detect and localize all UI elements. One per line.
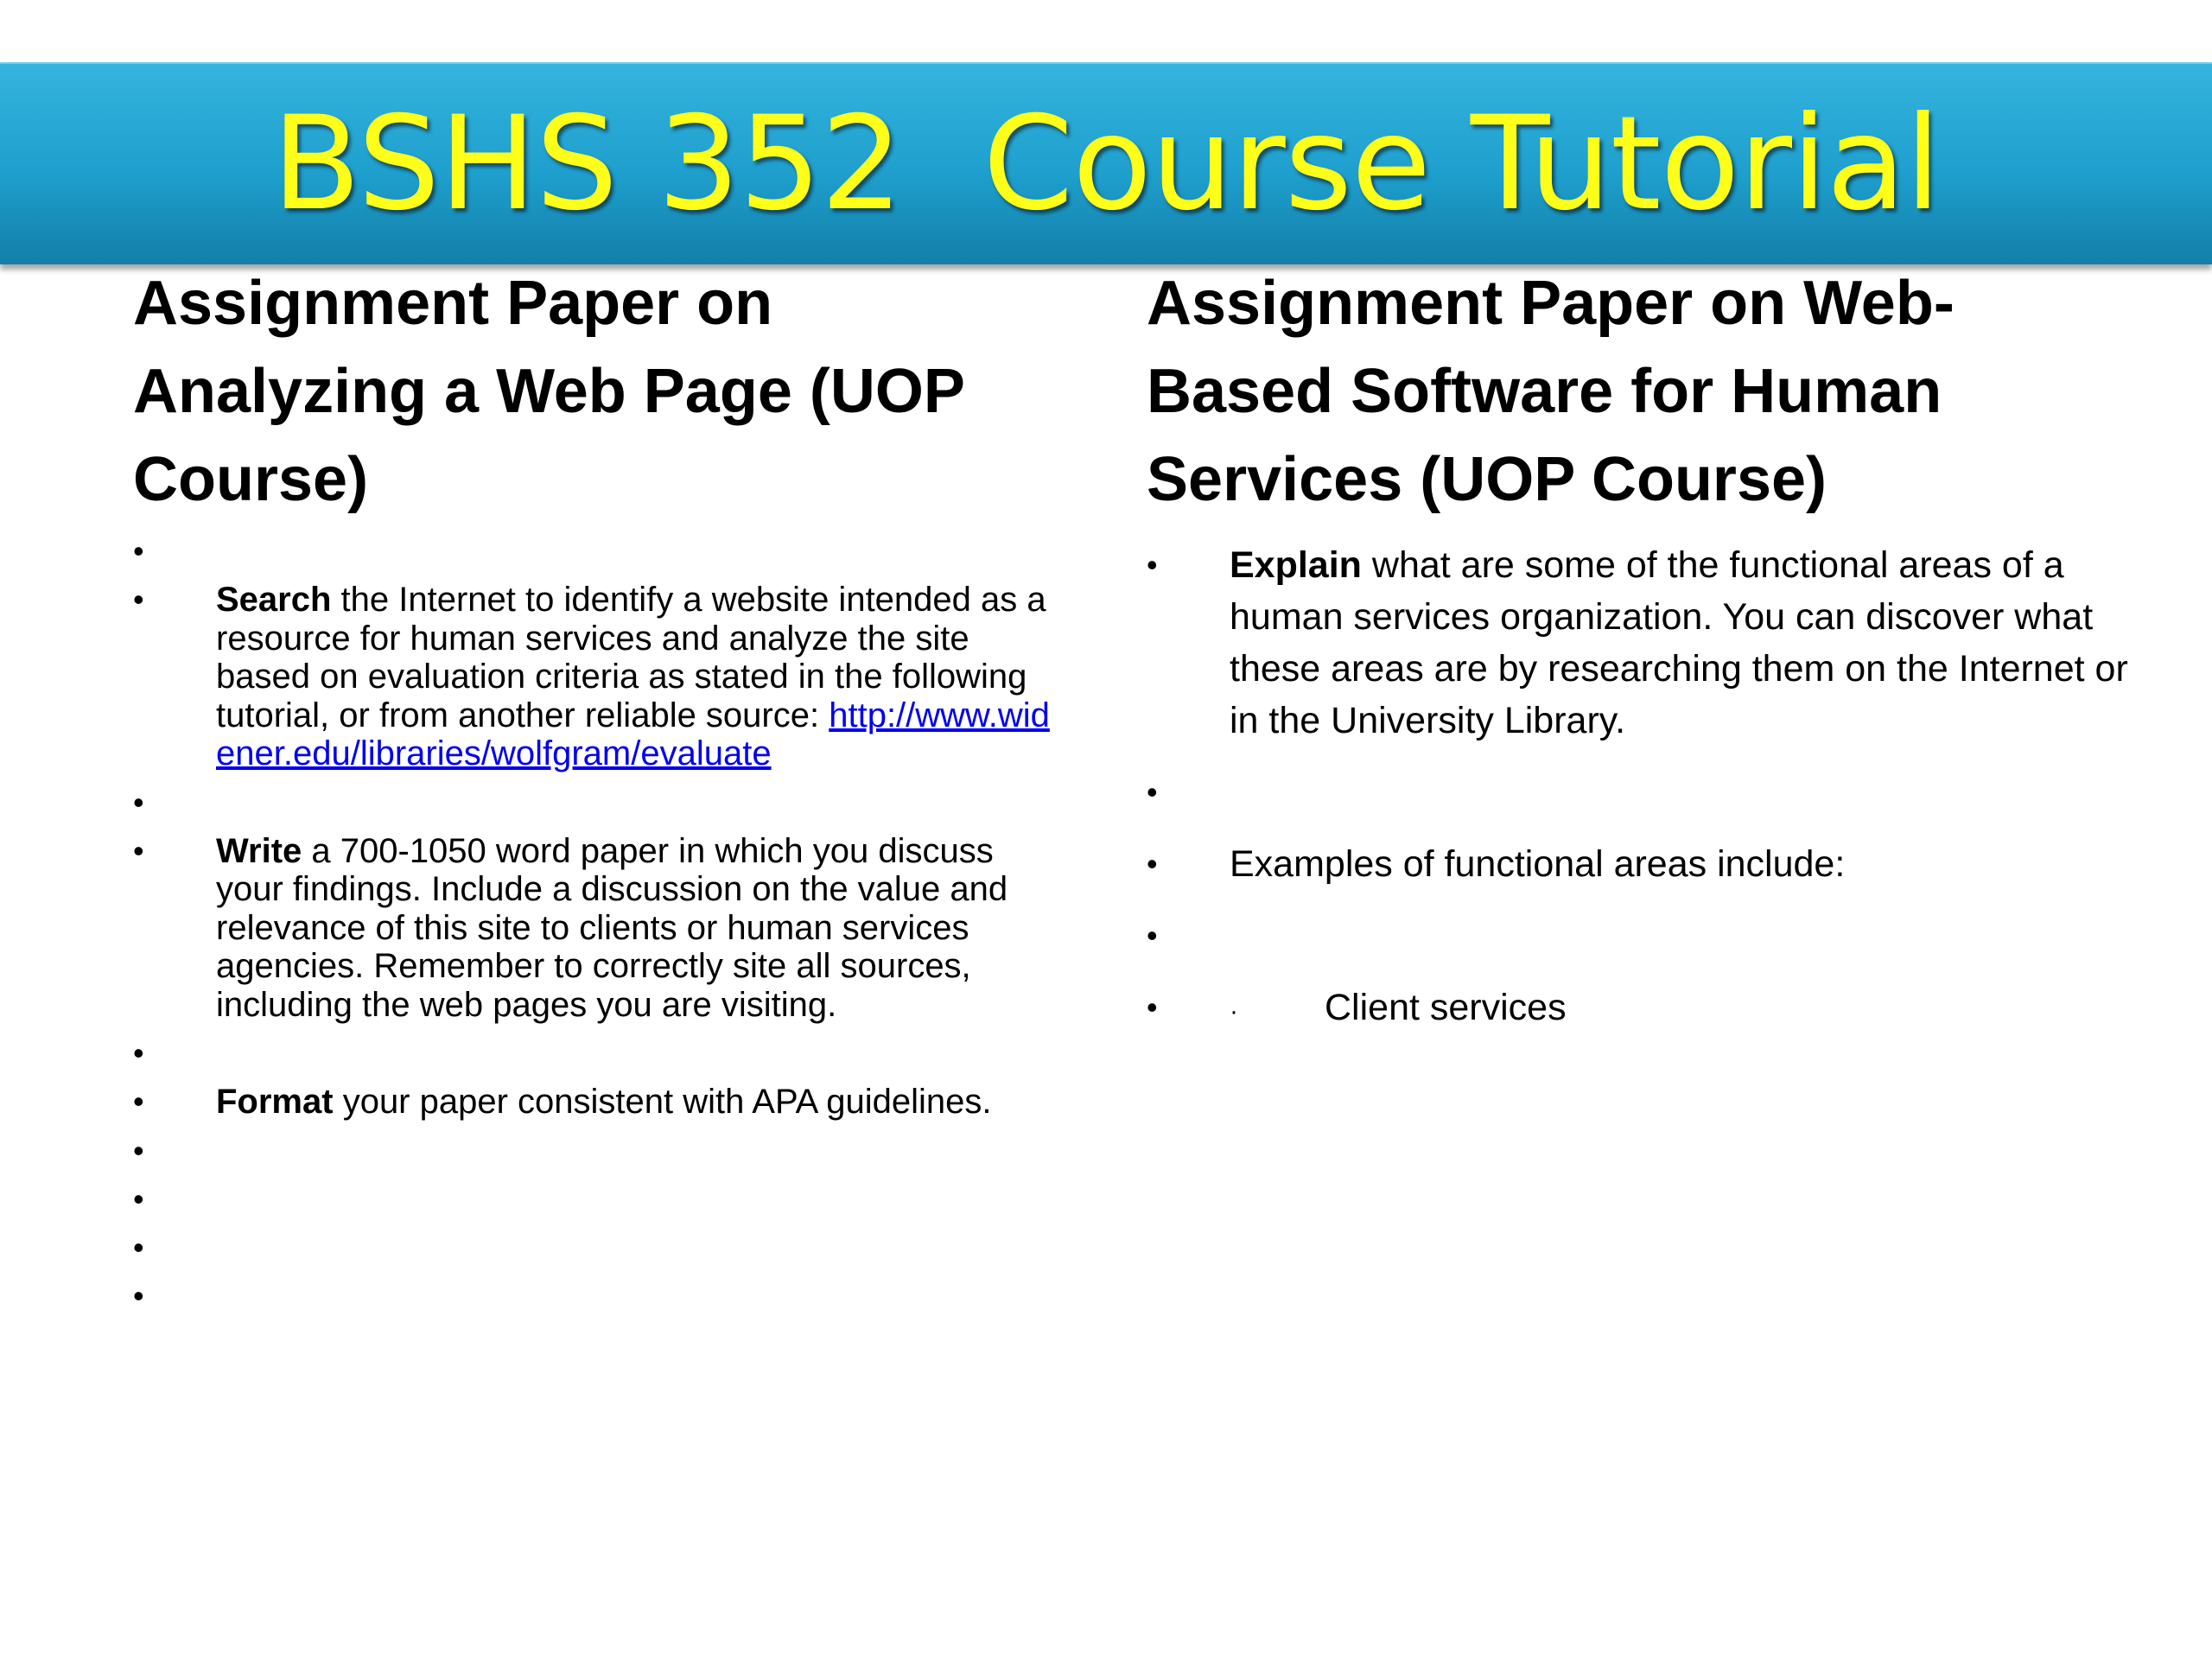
bullet-icon: •: [133, 1132, 144, 1168]
write-keyword: Write: [216, 831, 302, 870]
left-column: [133, 259, 1066, 1325]
bullet-icon: •: [1147, 547, 1158, 582]
bullet-icon: •: [133, 1277, 144, 1313]
bullet-icon: •: [133, 1229, 144, 1265]
list-item: [1147, 539, 2132, 747]
slide-title: BSHS 352 Course Tutorial: [271, 89, 1941, 239]
right-column: [1147, 259, 2132, 1058]
bullet-icon: •: [1147, 918, 1158, 953]
search-keyword: Search: [216, 581, 332, 619]
bullet-icon: •: [133, 1084, 144, 1119]
left-bullet-list: [133, 532, 1066, 1315]
right-heading: Assignment Paper on Web-Based Software for Human Services (UOP Course): [1147, 269, 1955, 514]
bullet-icon: •: [133, 832, 144, 868]
search-instruction: the Internet to identify a website intended as a resource for human services and analyze the site based on evaluation criteria as stated in the following tutorial, or from another reliable source:: [216, 581, 1046, 734]
list-item: [133, 1034, 1066, 1072]
list-item: [1147, 838, 2132, 890]
list-item: [133, 1083, 1066, 1122]
bullet-icon: •: [133, 784, 144, 820]
explain-keyword: Explain: [1230, 544, 1362, 586]
bullet-icon: •: [1147, 989, 1158, 1025]
bullet-icon: •: [133, 1180, 144, 1217]
list-item: [1147, 982, 2132, 1038]
bullet-icon: •: [133, 533, 144, 569]
list-item: [1147, 910, 2132, 962]
title-banner: [0, 62, 2212, 264]
examples-text: Examples of functional areas include:: [1230, 843, 1846, 885]
left-heading: Assignment Paper on Analyzing a Web Page (UOP Course): [133, 269, 964, 514]
right-bullet-list: [1147, 539, 2132, 1038]
format-keyword: Format: [216, 1083, 334, 1121]
evaluation-tutorial-link[interactable]: http://www.widener.edu/libraries/wolfgram/evaluate: [216, 696, 1050, 772]
format-instruction: your paper consistent with APA guidelines.: [333, 1083, 992, 1121]
list-item: [1147, 766, 2132, 818]
bullet-icon: •: [1147, 846, 1158, 881]
bullet-icon: •: [133, 582, 144, 617]
list-item: [133, 784, 1066, 822]
explain-instruction: what are some of the functional areas of a human services organization. You can discover what these areas are by researching them on the Internet or in the University Library.: [1230, 544, 2128, 741]
list-item: [133, 1180, 1066, 1218]
list-item: [133, 1277, 1066, 1315]
list-item: [133, 1229, 1066, 1267]
list-item: [133, 581, 1066, 773]
list-item: [133, 1132, 1066, 1170]
list-item: [133, 832, 1066, 1025]
bullet-icon: •: [1147, 774, 1158, 810]
write-instruction: a 700-1050 word paper in which you discuss your findings. Include a discussion on the value and relevance of this site to clients or human services agencies. Remember to correctly site all sources, including the web pages you are visiting.: [216, 831, 1008, 1024]
bullet-icon: •: [133, 1035, 144, 1071]
client-services-text: Client services: [1325, 987, 1567, 1028]
list-item: [133, 532, 1066, 570]
sub-bullet-icon: ·: [1230, 997, 1238, 1026]
